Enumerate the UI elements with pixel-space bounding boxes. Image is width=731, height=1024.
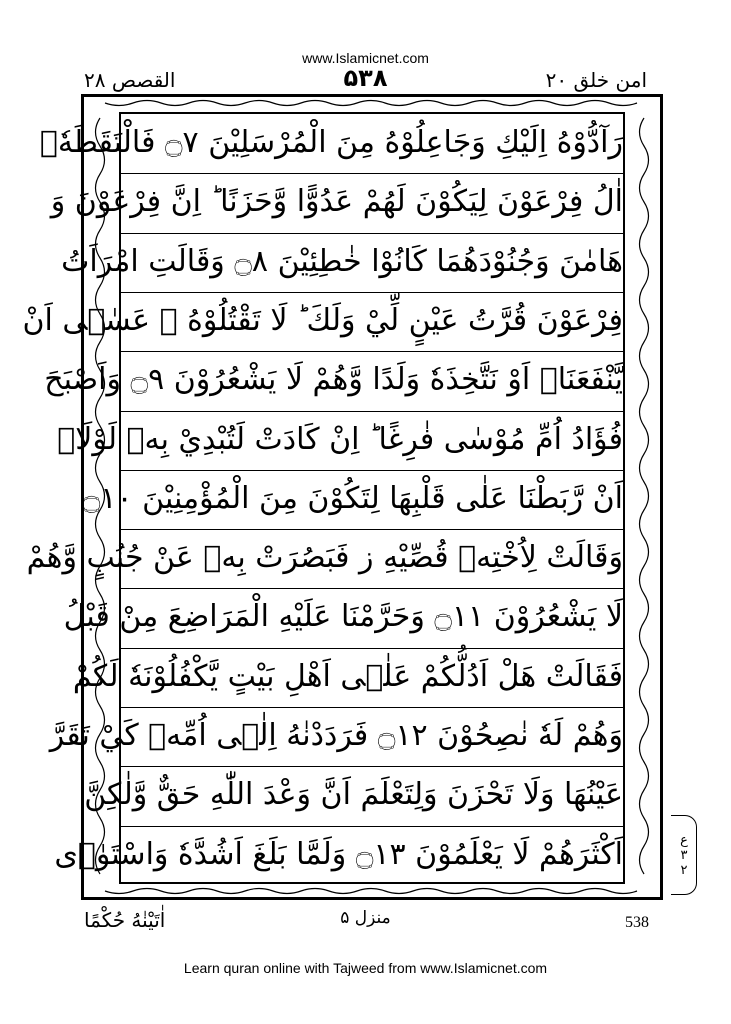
juz-name: امن خلق ۲۰ [545, 68, 647, 92]
quran-line: وَهُمْ لَهٗ نٰصِحُوْنَ ۝١٢ فَرَدَدْنٰهُ اِلٰۤى اُمِّهٖ كَيْ تَقَرَّ [49, 718, 623, 753]
line-rule [121, 707, 623, 708]
quran-line: اٰلُ فِرْعَوْنَ لِيَكُوْنَ لَهُمْ عَدُوًّا وَّحَزَنًا ؕ اِنَّ فِرْعَوْنَ وَ [50, 184, 623, 220]
quran-line: يَّنْفَعَنَاۤ اَوْ نَتَّخِذَهٗ وَلَدًا وَّهُمْ لَا يَشْعُرُوْنَ ۝٩ وَاَصْبَحَ [44, 362, 623, 398]
manzil-label: منزل ۵ [340, 908, 391, 928]
ornament-bottom-vine [105, 889, 637, 894]
line-rule [121, 351, 623, 352]
line-rule [121, 292, 623, 293]
ruku-number: ۳ [680, 847, 688, 863]
quran-line: وَقَالَتْ لِاُخْتِهٖ قُصِّيْهِ ز فَبَصُرَتْ بِهٖ عَنْ جُنُبٍ وَّهُمْ [26, 540, 623, 576]
line-rule [121, 766, 623, 767]
ruku-letter: ع [680, 832, 688, 848]
site-footer-text: Learn quran online with Tajweed from www.Islamicnet.com [183, 960, 548, 976]
next-page-opening-words: اٰتَيْنٰهُ حُكْمًا [84, 908, 166, 932]
ruku-marker [668, 812, 700, 898]
ornament-right-vine [640, 118, 649, 874]
line-rule [121, 470, 623, 471]
site-url-header: www.Islamicnet.com [302, 50, 429, 66]
quran-line: رَآدُّوْهُ اِلَيْكِ وَجَاعِلُوْهُ مِنَ الْمُرْسَلِيْنَ ۝٧ فَالْتَقَطَهٗۤ [39, 125, 623, 160]
quran-line: اَنْ رَّبَطْنَا عَلٰى قَلْبِهَا لِتَكُوْنَ مِنَ الْمُؤْمِنِيْنَ ۝١٠ [82, 480, 623, 516]
page-number-arabic: ۵۳۸ [343, 64, 388, 92]
ornament-top-vine [105, 101, 637, 106]
line-rule [121, 173, 623, 174]
quran-line: فَقَالَتْ هَلْ اَدُلُّكُمْ عَلٰۤى اَهْلِ بَيْتٍ يَّكْفُلُوْنَهٗ لَكُمْ [72, 658, 623, 694]
line-rule [121, 648, 623, 649]
line-rule [121, 826, 623, 827]
line-rule [121, 588, 623, 589]
line-rule [121, 411, 623, 412]
surah-name: القصص ۲۸ [84, 68, 176, 92]
line-rule [121, 233, 623, 234]
quran-line: فِرْعَوْنَ قُرَّتُ عَيْنٍ لِّيْ وَلَكَ ؕ لَا تَقْتُلُوْهُ ۖ عَسٰۤى اَنْ [22, 302, 623, 338]
page-number: 538 [625, 914, 649, 931]
quran-line: اَكْثَرَهُمْ لَا يَعْلَمُوْنَ ۝١٣ وَلَمَّا بَلَغَ اَشُدَّهٗ وَاسْتَوٰۤى [54, 836, 623, 872]
quran-line: عَيْنُهَا وَلَا تَحْزَنَ وَلِتَعْلَمَ اَنَّ وَعْدَ اللّٰهِ حَقٌّ وَّلٰكِنَّ [84, 777, 623, 813]
ruku-count: ۲ [680, 862, 688, 878]
quran-line: هَامٰنَ وَجُنُوْدَهُمَا كَانُوْا خٰطِئِيْنَ ۝٨ وَقَالَتِ امْرَاَتُ [61, 243, 623, 279]
line-rule [121, 529, 623, 530]
quran-line: لَا يَشْعُرُوْنَ ۝١١ وَحَرَّمْنَا عَلَيْهِ الْمَرَاضِعَ مِنْ قَبْلُ [63, 599, 623, 635]
quran-line: فُؤَادُ اُمِّ مُوْسٰى فٰرِغًا ؕ اِنْ كَادَتْ لَتُبْدِيْ بِهٖ لَوْلَاۤ [57, 421, 623, 457]
